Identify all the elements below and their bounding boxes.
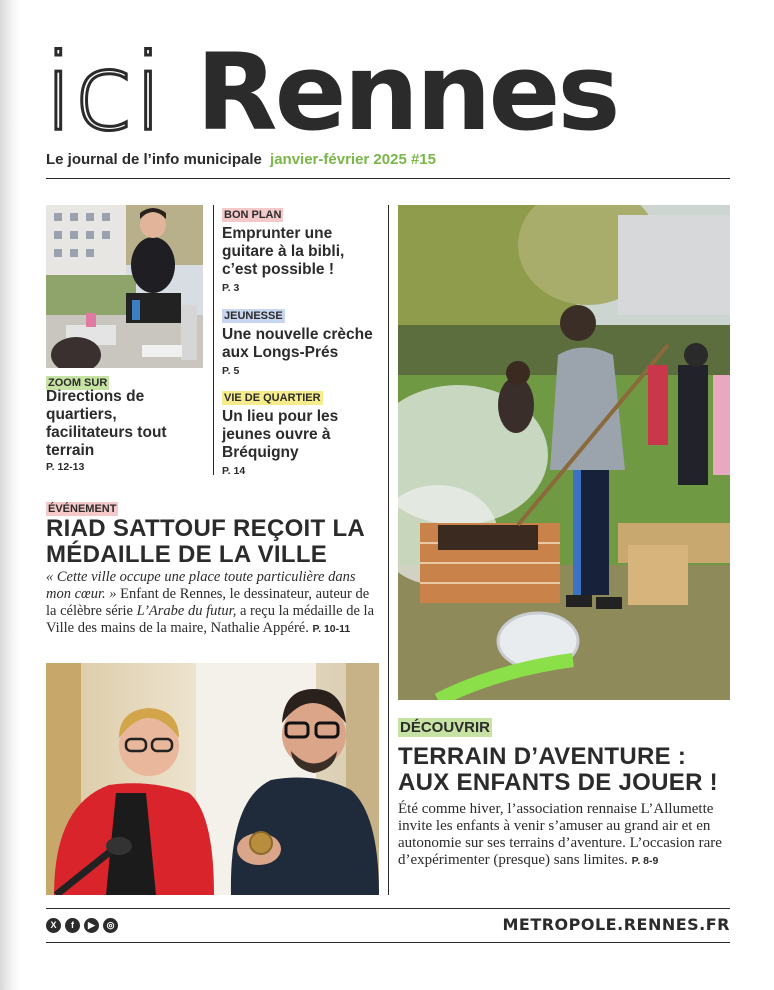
- brief-tag: VIE DE QUARTIER: [224, 392, 321, 404]
- event-text-2: a reçu la médaille de la Ville des mains de la maire, Nathalie Appéré.: [46, 603, 375, 636]
- header-rule: [46, 178, 730, 179]
- page-spine-shadow: [0, 0, 20, 990]
- playground-photo: [398, 205, 730, 700]
- website-link[interactable]: METROPOLE.RENNES.FR: [502, 915, 730, 934]
- discover-tag-wrap: [398, 718, 492, 737]
- instagram-icon[interactable]: ◎: [103, 918, 118, 933]
- brief-title: Une nouvelle crèche aux Longs-Prés: [222, 326, 373, 361]
- tagline: [46, 151, 436, 168]
- x-icon[interactable]: X: [46, 918, 61, 933]
- zoom-tag: ZOOM SUR: [48, 377, 108, 389]
- event-tag: ÉVÉNEMENT: [48, 503, 117, 515]
- discover-body: [398, 801, 730, 870]
- zoom-photo: [46, 205, 203, 368]
- issue-number: janvier-février 2025 #15: [270, 151, 436, 168]
- event-title[interactable]: RIAD SATTOUF REÇOIT LA MÉDAILLE DE LA VILLE: [46, 515, 365, 568]
- zoom-page: P. 12-13: [46, 461, 85, 473]
- discover-tag: DÉCOUVRIR: [400, 719, 491, 736]
- facebook-icon[interactable]: f: [65, 918, 80, 933]
- event-series: L’Arabe du futur,: [136, 603, 237, 619]
- zoom-title[interactable]: Directions de quartiers, facilitateurs tout terrain: [46, 388, 167, 459]
- brief-title: Emprunter une guitare à la bibli, c’est possible !: [222, 225, 345, 278]
- event-quote: « Cette ville occupe une place toute particulière dans mon cœur. »: [46, 569, 356, 602]
- brief-page: P. 3: [222, 282, 240, 294]
- discover-text: Été comme hiver, l’association rennaise L’Allumette invite les enfants à venir s’amuser au grand air et en autonomie sur ses terrains d’aventure. L’occasion rare d’expérimenter (presque) sans limites.: [398, 801, 722, 868]
- masthead-city: Rennes: [196, 31, 618, 154]
- briefs-divider: [213, 205, 214, 475]
- footer-top-rule: [46, 908, 730, 909]
- masthead-ici: ici: [44, 31, 165, 154]
- brief-title: Un lieu pour les jeunes ouvre à Bréquigny: [222, 408, 339, 461]
- discover-title[interactable]: TERRAIN D’AVENTURE : AUX ENFANTS DE JOUER !: [398, 743, 718, 796]
- brief-jeunesse[interactable]: [222, 306, 382, 377]
- brief-vie-de-quartier[interactable]: [222, 388, 382, 477]
- footer-bottom-rule: [46, 942, 730, 943]
- event-page: P. 10-11: [312, 623, 351, 635]
- tagline-text: Le journal de l’info municipale: [46, 151, 262, 168]
- brief-page: P. 5: [222, 365, 240, 377]
- brief-page: P. 14: [222, 465, 246, 477]
- youtube-icon[interactable]: ▶: [84, 918, 99, 933]
- column-divider: [388, 205, 389, 895]
- event-text-1: Enfant de Rennes, le dessinateur, auteur de la célèbre série: [46, 586, 370, 619]
- event-photo: [46, 663, 379, 895]
- discover-page: P. 8-9: [631, 855, 659, 867]
- brief-tag: BON PLAN: [224, 209, 282, 221]
- event-body: [46, 569, 381, 638]
- brief-bon-plan[interactable]: [222, 205, 382, 294]
- brief-tag: JEUNESSE: [224, 310, 283, 322]
